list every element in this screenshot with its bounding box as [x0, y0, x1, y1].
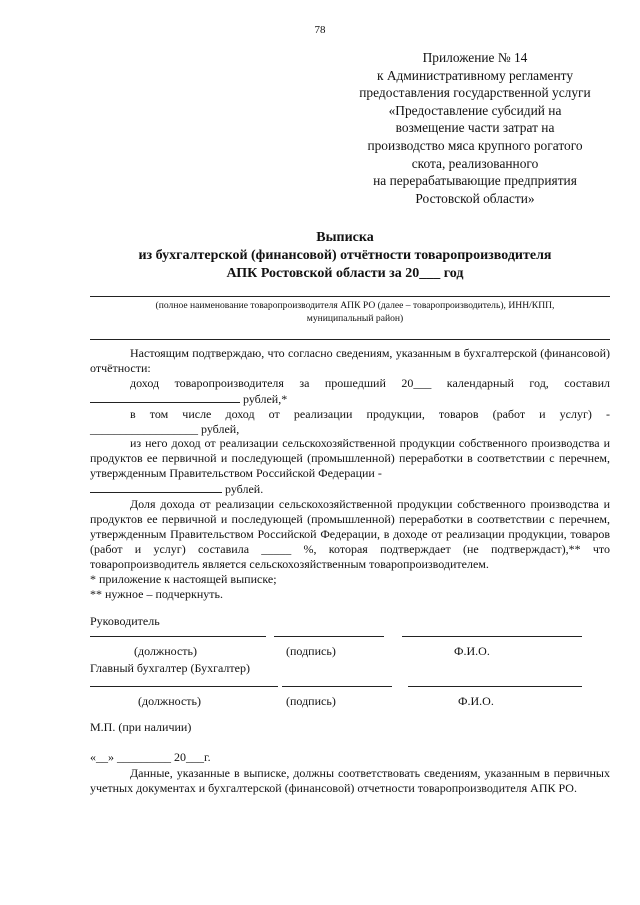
agri-income-amount-line [90, 481, 610, 497]
fio-caption: Ф.И.О. [454, 644, 490, 658]
chief-signature-line [282, 686, 392, 687]
position-caption: (должность) [134, 644, 197, 658]
fio-caption: Ф.И.О. [458, 694, 494, 708]
paragraph-sales-income: в том числе доход от реализации продукции, товаров (работ и услуг) - [130, 406, 610, 421]
signature-caption: (подпись) [286, 694, 336, 708]
appendix-line: возмещение части затрат на [395, 120, 555, 136]
agri-income-unit: рублей. [225, 482, 264, 497]
signature-caption: (подпись) [286, 644, 336, 658]
date-line: «__» _________ 20___г. [90, 750, 211, 764]
chief-accountant-label: Главный бухгалтер (Бухгалтер) [90, 661, 250, 675]
income-unit: рублей,* [243, 391, 288, 406]
stamp-note: М.П. (при наличии) [90, 720, 192, 734]
producer-name-line [90, 296, 610, 297]
sales-income-amount: __________________ рублей, [90, 421, 240, 436]
appendix-line: Приложение № 14 [422, 50, 528, 65]
chief-position-line [90, 686, 278, 687]
chief-fio-line [408, 686, 582, 687]
title-line: Выписка [316, 230, 374, 245]
separator-line [90, 339, 610, 340]
paragraph-intro: Настоящим подтверждаю, что согласно сведениям, указанным в бухгалтерской (финансовой) отчётности: [90, 346, 610, 375]
footnote-2: ** нужное – подчеркнуть. [90, 586, 223, 601]
head-fio-line [402, 636, 582, 637]
appendix-line: на перерабатывающие предприятия [373, 173, 577, 189]
paragraph-share: Доля дохода от реализации сельскохозяйственной продукции собственного производства и продуктов ее первичной и последующей (промышленной) переработки в соответствии с перечнем, утвержденным Правительством Российской Федерации, в доходе от реализации продукции, товаров (работ и услуг) составила _____ %, которая подтверждает (не подтверждаст),** что товаропроизводитель является сельскохозяйственным товаропроизводителем. [90, 497, 610, 571]
appendix-line: «Предоставление субсидий на [388, 102, 562, 118]
footnote-1: * приложение к настоящей выписке; [90, 571, 277, 586]
appendix-line: производство мяса крупного рогатого [367, 137, 583, 153]
agri-income-amount-field [90, 481, 222, 493]
document-title [60, 229, 630, 283]
producer-name-caption [100, 299, 610, 325]
footer-note: Данные, указанные в выписке, должны соответствовать сведениям, указанным в первичных учетных документах и бухгалтерской (финансовой) отчетности товаропроизводителя АПК РО. [90, 766, 610, 795]
appendix-line: предоставления государственной услуги [359, 85, 591, 101]
appendix-line: скота, реализованного [411, 155, 539, 171]
page-number: 78 [314, 24, 326, 36]
paragraph-agri-income: из него доход от реализации сельскохозяйственной продукции собственного производства и продуктов ее первичной и последующей (промышленной) переработки в соответствии с перечнем, утвержденным Правительством Российской Федерации - [90, 436, 610, 481]
income-amount-line [90, 391, 610, 407]
paragraph-income: доход товаропроизводителя за прошедший 20___ календарный год, составил [130, 375, 610, 390]
income-amount-field [90, 391, 240, 403]
head-signature-line [274, 636, 384, 637]
appendix-header [330, 49, 620, 207]
document-body [90, 346, 610, 601]
title-line: АПК Ростовской области за 20___ год [226, 266, 464, 281]
appendix-line: к Административному регламенту [376, 67, 574, 83]
head-label: Руководитель [90, 614, 160, 628]
head-position-line [90, 636, 266, 637]
caption-line: (полное наименование товаропроизводителя АПК РО (далее – товаропроизводитель), ИНН/КПП, [155, 300, 555, 311]
caption-line: муниципальный район) [306, 313, 404, 324]
position-caption: (должность) [138, 694, 201, 708]
title-line: из бухгалтерской (финансовой) отчётности товаропроизводителя [138, 248, 552, 263]
appendix-line: Ростовской области» [415, 190, 535, 206]
